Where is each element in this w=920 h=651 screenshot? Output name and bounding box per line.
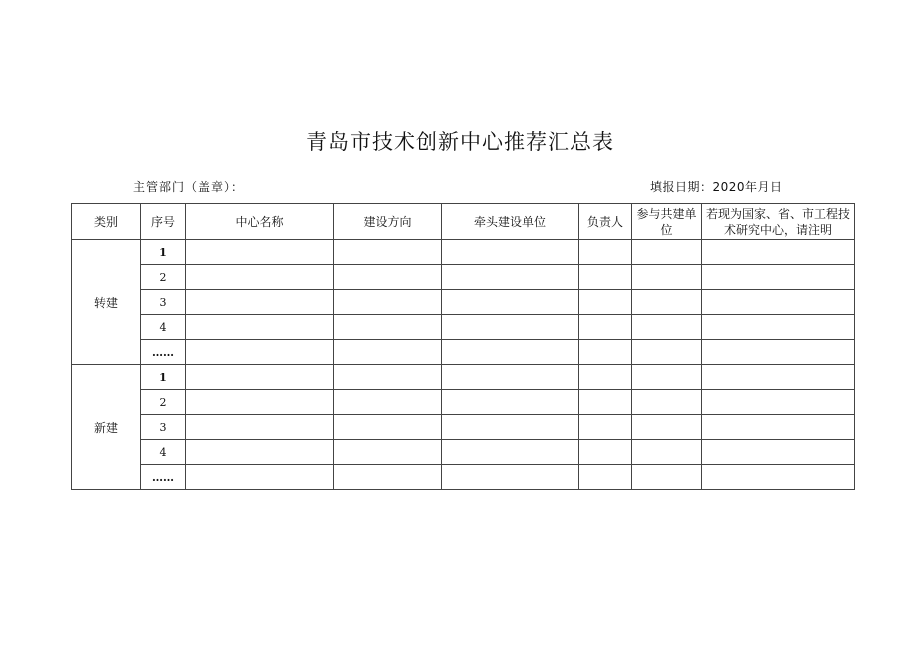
table-row xyxy=(72,340,855,365)
center-name-cell[interactable] xyxy=(186,265,334,290)
partner-cell[interactable] xyxy=(632,290,702,315)
note-cell[interactable] xyxy=(702,415,855,440)
header-center-name: 中心名称 xyxy=(186,204,334,240)
header-person-in-charge: 负责人 xyxy=(579,204,632,240)
partner-cell[interactable] xyxy=(632,390,702,415)
header-partner-units: 参与共建单位 xyxy=(632,204,702,240)
lead-unit-cell[interactable] xyxy=(442,290,579,315)
table-row xyxy=(72,390,855,415)
person-cell[interactable] xyxy=(579,365,632,390)
center-name-cell[interactable] xyxy=(186,290,334,315)
partner-cell[interactable] xyxy=(632,265,702,290)
person-cell[interactable] xyxy=(579,415,632,440)
center-name-cell[interactable] xyxy=(186,465,334,490)
row-index: 4 xyxy=(141,440,186,465)
person-cell[interactable] xyxy=(579,340,632,365)
partner-cell[interactable] xyxy=(632,340,702,365)
person-cell[interactable] xyxy=(579,290,632,315)
direction-cell[interactable] xyxy=(334,390,442,415)
header-row xyxy=(72,204,855,240)
lead-unit-cell[interactable] xyxy=(442,440,579,465)
date-label: 填报日期：2020年月日 xyxy=(650,180,783,194)
row-index: 2 xyxy=(141,265,186,290)
summary-table xyxy=(71,203,855,490)
row-index: 4 xyxy=(141,315,186,340)
direction-cell[interactable] xyxy=(334,290,442,315)
note-cell[interactable] xyxy=(702,390,855,415)
table-row xyxy=(72,240,855,265)
direction-cell[interactable] xyxy=(334,240,442,265)
note-cell[interactable] xyxy=(702,240,855,265)
note-cell[interactable] xyxy=(702,365,855,390)
partner-cell[interactable] xyxy=(632,465,702,490)
table-row xyxy=(72,465,855,490)
center-name-cell[interactable] xyxy=(186,315,334,340)
row-index: 3 xyxy=(141,415,186,440)
direction-cell[interactable] xyxy=(334,415,442,440)
direction-cell[interactable] xyxy=(334,340,442,365)
lead-unit-cell[interactable] xyxy=(442,340,579,365)
partner-cell[interactable] xyxy=(632,365,702,390)
lead-unit-cell[interactable] xyxy=(442,265,579,290)
header-direction: 建设方向 xyxy=(334,204,442,240)
table-row xyxy=(72,415,855,440)
center-name-cell[interactable] xyxy=(186,440,334,465)
row-index: …… xyxy=(141,340,186,365)
note-cell[interactable] xyxy=(702,265,855,290)
lead-unit-cell[interactable] xyxy=(442,315,579,340)
row-index: 3 xyxy=(141,290,186,315)
category-cell: 新建 xyxy=(72,365,141,490)
person-cell[interactable] xyxy=(579,315,632,340)
table-row xyxy=(72,440,855,465)
category-cell: 转建 xyxy=(72,240,141,365)
center-name-cell[interactable] xyxy=(186,240,334,265)
header-existing-center-note: 若现为国家、省、市工程技术研究中心，请注明 xyxy=(702,204,855,240)
note-cell[interactable] xyxy=(702,440,855,465)
table-row xyxy=(72,265,855,290)
page-title: 青岛市技术创新中心推荐汇总表 xyxy=(306,130,614,154)
row-index: 2 xyxy=(141,390,186,415)
person-cell[interactable] xyxy=(579,240,632,265)
note-cell[interactable] xyxy=(702,315,855,340)
lead-unit-cell[interactable] xyxy=(442,390,579,415)
center-name-cell[interactable] xyxy=(186,365,334,390)
department-label: 主管部门（盖章）： xyxy=(133,180,245,194)
header-category: 类别 xyxy=(72,204,141,240)
direction-cell[interactable] xyxy=(334,440,442,465)
table-row xyxy=(72,365,855,390)
note-cell[interactable] xyxy=(702,290,855,315)
direction-cell[interactable] xyxy=(334,265,442,290)
partner-cell[interactable] xyxy=(632,315,702,340)
person-cell[interactable] xyxy=(579,265,632,290)
partner-cell[interactable] xyxy=(632,415,702,440)
center-name-cell[interactable] xyxy=(186,390,334,415)
lead-unit-cell[interactable] xyxy=(442,415,579,440)
direction-cell[interactable] xyxy=(334,365,442,390)
lead-unit-cell[interactable] xyxy=(442,240,579,265)
partner-cell[interactable] xyxy=(632,440,702,465)
table-row xyxy=(72,315,855,340)
person-cell[interactable] xyxy=(579,465,632,490)
row-index: …… xyxy=(141,465,186,490)
person-cell[interactable] xyxy=(579,390,632,415)
center-name-cell[interactable] xyxy=(186,340,334,365)
lead-unit-cell[interactable] xyxy=(442,465,579,490)
note-cell[interactable] xyxy=(702,340,855,365)
header-index: 序号 xyxy=(141,204,186,240)
row-index: 1 xyxy=(141,240,186,265)
direction-cell[interactable] xyxy=(334,465,442,490)
row-index: 1 xyxy=(141,365,186,390)
center-name-cell[interactable] xyxy=(186,415,334,440)
partner-cell[interactable] xyxy=(632,240,702,265)
note-cell[interactable] xyxy=(702,465,855,490)
table-row xyxy=(72,290,855,315)
person-cell[interactable] xyxy=(579,440,632,465)
direction-cell[interactable] xyxy=(334,315,442,340)
header-lead-unit: 牵头建设单位 xyxy=(442,204,579,240)
lead-unit-cell[interactable] xyxy=(442,365,579,390)
